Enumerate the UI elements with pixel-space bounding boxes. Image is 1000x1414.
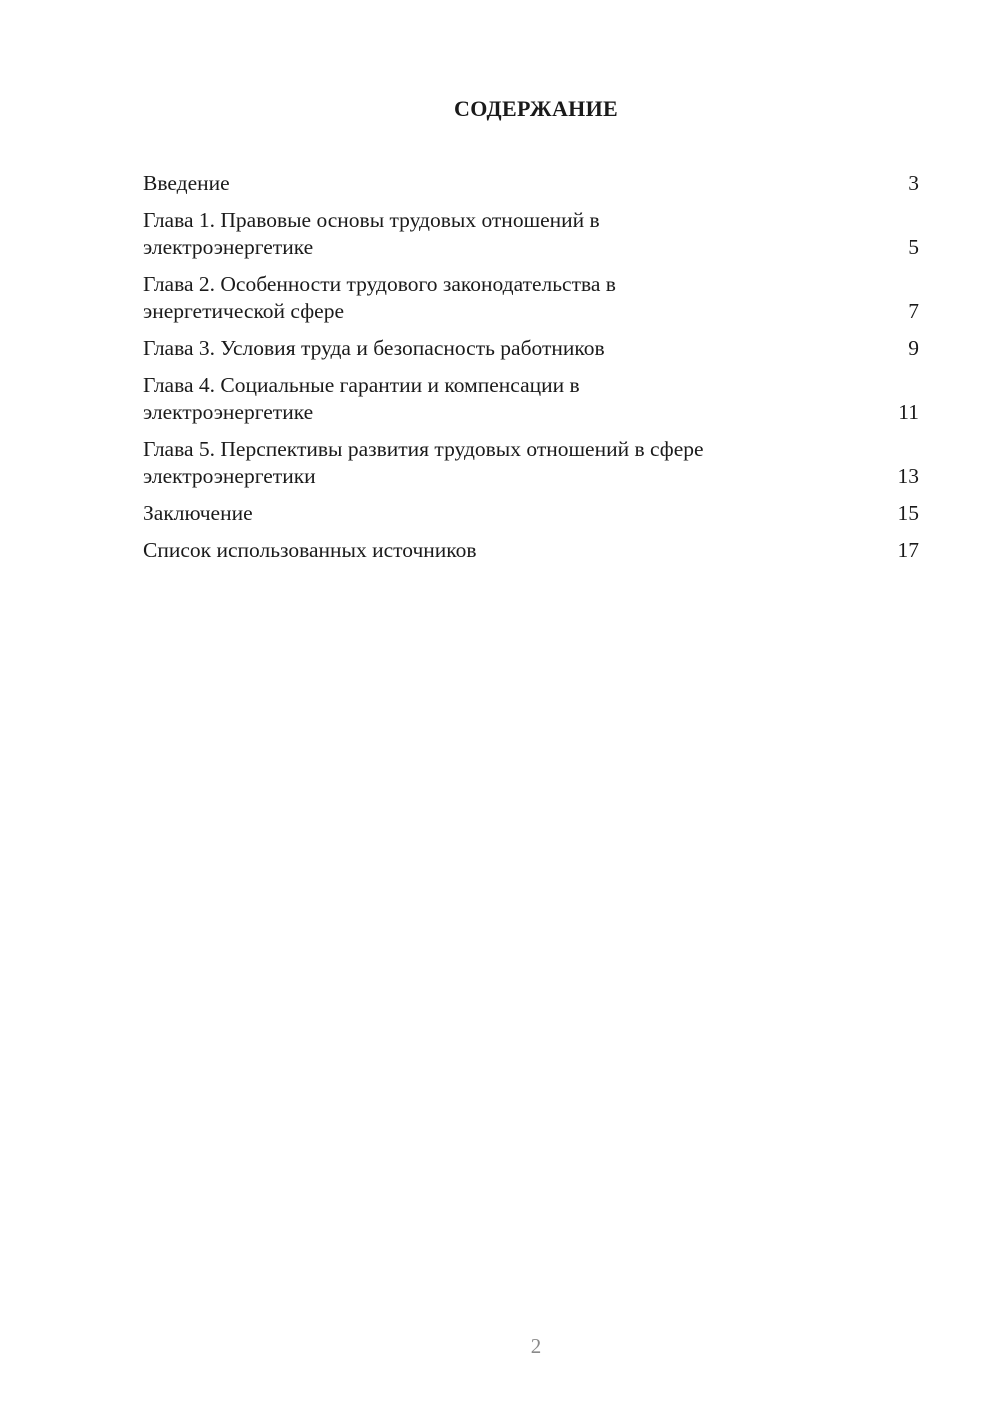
toc-entry-title	[143, 335, 889, 362]
toc-entry[interactable]	[143, 335, 919, 362]
toc-entry-page-number: 15	[897, 501, 919, 525]
toc-entry-page-number: 7	[908, 299, 919, 323]
toc-entry-page-number: 13	[897, 464, 919, 488]
toc-entry[interactable]	[143, 372, 919, 426]
toc-entry[interactable]	[143, 436, 919, 490]
toc-entry-title	[143, 207, 889, 261]
toc-entry-title-line: Глава 5. Перспективы развития трудовых отношений в сфере	[143, 437, 704, 461]
toc-entry[interactable]	[143, 537, 919, 564]
toc-entry-title-line: Глава 4. Социальные гарантии и компенсации в	[143, 373, 580, 397]
toc-entry[interactable]	[143, 500, 919, 527]
toc-entry-title-line: энергетической сфере	[143, 299, 344, 323]
toc-entry[interactable]	[143, 207, 919, 261]
page-number: 2	[530, 1334, 542, 1358]
toc-entry-title	[143, 436, 889, 490]
toc-entry-title-line: Введение	[143, 171, 230, 195]
toc-entry-page-number: 3	[908, 171, 919, 195]
toc-title: СОДЕРЖАНИЕ	[454, 96, 618, 121]
toc-entry-page-number: 5	[908, 235, 919, 259]
table-of-contents	[143, 170, 919, 574]
toc-entry-title-line: Глава 2. Особенности трудового законодательства в	[143, 272, 616, 296]
toc-entry[interactable]	[143, 170, 919, 197]
toc-entry-page-number: 11	[898, 400, 919, 424]
toc-entry-title-line: Заключение	[143, 501, 253, 525]
toc-entry-title-line: электроэнергетике	[143, 235, 314, 259]
toc-entry-title	[143, 372, 889, 426]
toc-entry-title	[143, 537, 889, 564]
toc-entry-title-line: Список использованных источников	[143, 538, 477, 562]
toc-entry-page-number: 17	[897, 538, 919, 562]
toc-entry-title	[143, 271, 889, 325]
toc-entry-page-number: 9	[908, 336, 919, 360]
toc-entry[interactable]	[143, 271, 919, 325]
toc-entry-title	[143, 500, 889, 527]
toc-entry-title	[143, 170, 889, 197]
toc-entry-title-line: Глава 1. Правовые основы трудовых отношений в	[143, 208, 600, 232]
toc-entry-title-line: электроэнергетике	[143, 400, 314, 424]
toc-entry-title-line: электроэнергетики	[143, 464, 316, 488]
toc-entry-title-line: Глава 3. Условия труда и безопасность работников	[143, 336, 605, 360]
